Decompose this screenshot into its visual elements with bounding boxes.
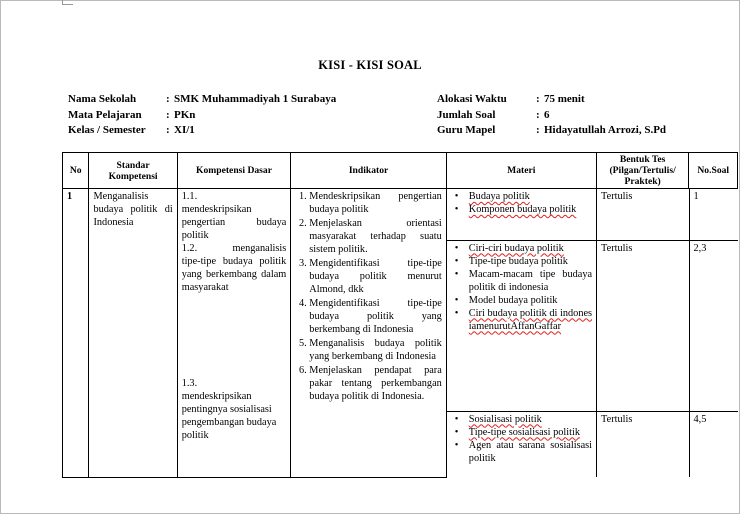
kd-3-number: 1.3. (181, 378, 198, 389)
cell-materi (447, 411, 597, 477)
materi-row (447, 411, 738, 477)
info-label: Nama Sekolah (68, 93, 137, 105)
list-item: 4. Mengidentifikasi tipe-tipe budaya politik yang berkembang di Indonesia (309, 297, 442, 336)
info-label: Kelas / Semester (68, 124, 146, 136)
kd-1-number: 1.1. (181, 191, 198, 202)
cell-bentuk: Tertulis (597, 411, 689, 477)
info-row-teacher (437, 123, 666, 139)
indikator-list (295, 190, 442, 403)
materi-row (447, 240, 738, 411)
info-sep: : (536, 124, 540, 136)
kd-2-number: 1.2. (181, 243, 198, 254)
kd-3 (182, 377, 287, 442)
info-value: SMK Muhammadiyah 1 Surabaya (174, 93, 337, 105)
table-header-row (63, 153, 738, 189)
info-row-school (68, 92, 336, 108)
info-row-subject (68, 108, 336, 124)
list-item: • Tipe-tipe budaya politik (469, 255, 592, 268)
list-item: 2. Menjelaskan orientasi masyarakat terhadap suatu sistem politik. (309, 217, 442, 256)
cell-materi (447, 240, 597, 411)
materi-text: Budaya politik (468, 191, 530, 202)
info-value: XI/1 (174, 124, 195, 136)
info-row-class (68, 123, 336, 139)
materi-text: Ciri-ciri budaya politik (468, 242, 564, 254)
header-materi: Materi (446, 153, 596, 189)
list-item (469, 413, 592, 426)
list-item (469, 307, 592, 333)
info-label: Jumlah Soal (437, 108, 496, 121)
cell-materi-group (446, 189, 737, 478)
materi-text: Komponen budaya politik (468, 204, 577, 215)
header-no: No (63, 153, 89, 189)
kisi-table (62, 152, 738, 478)
info-sep: : (536, 108, 540, 121)
materi-list (451, 190, 592, 216)
list-item (469, 203, 592, 216)
cell-nosoal: 2,3 (689, 240, 737, 411)
info-label: Alokasi Waktu (437, 93, 507, 105)
info-row-time (437, 92, 666, 108)
materi-text: Ciri budaya politik di indonesiamenurutAffanGaffar (468, 307, 593, 332)
cell-materi (447, 189, 597, 240)
list-item: 1. Mendeskripsikan pengertian budaya politik (309, 190, 442, 216)
kd-1-text: mendeskripsikan pengertian budaya politik (181, 204, 287, 241)
list-item: • Model budaya politik (469, 294, 592, 307)
list-item: 5. Menganalisis budaya politik yang berkembang di Indonesia (309, 337, 442, 363)
info-row-count (437, 108, 666, 124)
list-item: • Macam-macam tipe budaya politik di indonesia (469, 268, 592, 294)
kd-2-text: tipe-tipe budaya politik yang berkembang dalam masyarakat (181, 256, 287, 293)
cell-bentuk: Tertulis (597, 240, 689, 411)
info-sep: : (166, 124, 170, 136)
header-bentuk: Bentuk Tes (Pilgan/Tertulis/ Praktek) (596, 153, 689, 189)
list-item (469, 190, 592, 203)
list-item: 3. Mengidentifikasi tipe-tipe budaya politik menurut Almond, dkk (309, 257, 442, 296)
cell-bentuk: Tertulis (597, 189, 689, 240)
info-value: 75 menit (544, 93, 585, 105)
cell-nosoal: 1 (689, 189, 737, 240)
materi-list (451, 413, 592, 465)
margin-corner-mark (62, 0, 73, 5)
cell-kompetensi (177, 189, 291, 478)
cell-no: 1 (63, 189, 89, 478)
kd-2-head (182, 242, 287, 255)
info-value: Hidayatullah Arrozi, S.Pd (544, 124, 667, 136)
school-info (68, 92, 336, 139)
materi-list (451, 242, 592, 333)
kd-3-text: mendeskripsikan pentingnya sosialisasi pengembangan budaya politik (181, 391, 277, 441)
info-sep: : (166, 108, 170, 121)
cell-indikator (291, 189, 447, 478)
materi-text: Sosialisasi politik (468, 413, 542, 425)
cell-standar: Menganalisis budaya politik di Indonesia (89, 189, 177, 478)
materi-row (447, 189, 738, 240)
info-sep: : (536, 93, 540, 105)
list-item (469, 426, 592, 439)
kd-1 (182, 190, 287, 242)
header-nosoal: No.Soal (689, 153, 738, 189)
header-kompetensi: Kompetensi Dasar (177, 153, 291, 189)
materi-subtable (447, 189, 738, 477)
info-value: 6 (544, 108, 550, 121)
document-title: KISI - KISI SOAL (318, 58, 422, 72)
header-indikator: Indikator (291, 153, 447, 189)
list-item: • Agen atau sarana sosialisasi politik (469, 439, 592, 465)
cell-nosoal: 4,5 (693, 413, 707, 425)
list-item: 6. Menjelaskan pendapat para pakar tentang perkembangan budaya politik di Indonesia. (309, 364, 442, 403)
materi-text: Tipe-tipe sosialisasi politik (468, 426, 580, 438)
info-value: PKn (174, 108, 196, 121)
header-standar: Standar Kompetensi (89, 153, 177, 189)
info-label: Guru Mapel (437, 124, 496, 136)
list-item (469, 242, 592, 255)
kd-2-first-word: menganalisis (232, 243, 287, 254)
info-label: Mata Pelajaran (68, 108, 142, 121)
info-sep: : (166, 93, 170, 105)
table-row (63, 189, 738, 478)
exam-info (437, 92, 666, 139)
